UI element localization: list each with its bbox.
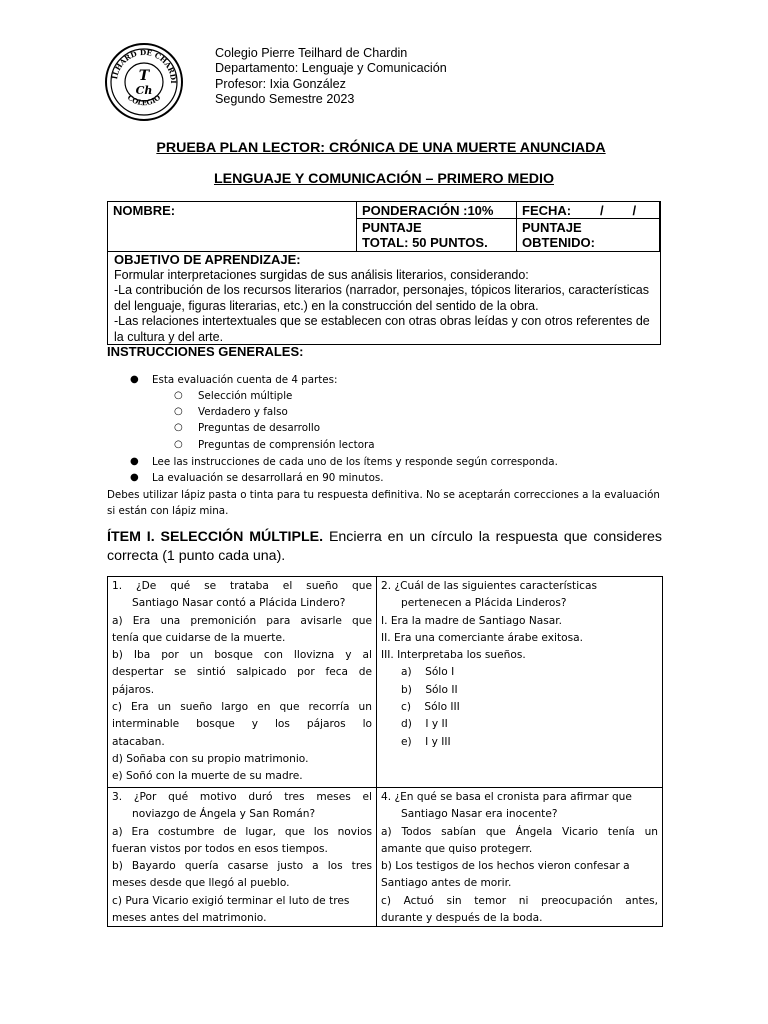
bullet-icon: ● [130,472,139,483]
q2-option-e[interactable]: e) I y III [401,735,451,748]
semester: Segundo Semestre 2023 [215,92,355,107]
question-1: 1. ¿De qué se trataba el sueño que Santiago Nasar contó a Plácida Lindero? a) Era una premonición para avisarle que tenía que cuidarse de la muerte. b) Iba por un bosque con llovizna y al despertar se sintió salpicado por feca de pájaros. c) Era un sueño largo en que recorría un interminable bosque y los pájaros lo atacaban. d) Soñaba con su propio matrimonio. e) Soñó con la muerte de su madre. [108,577,376,787]
instruction-subitem: Preguntas de desarrollo [198,422,321,434]
learning-objective: OBJETIVO DE APRENDIZAJE: Formular interpretaciones surgidas de sus análisis literarios, considerando: -La contribución de los recursos literarios (narrador, personajes, tópicos literarios, características del lenguaje, figuras literarias, etc.) en la construcción del sentido de la obra. -Las relaciones intertextuales que se establecen con otras obras leídas y con otros referentes de la cultura y del arte. [114,252,650,344]
pen-warning: Debes utilizar lápiz pasta o tinta para tu respuesta definitiva. No se aceptarán correcciones a la evaluación si están con lápiz mina. [107,489,660,517]
q4-option-b[interactable]: b) Los testigos de los hechos vieron confesar a [381,860,630,873]
instruction-subitem: Preguntas de comprensión lectora [198,439,375,451]
q1-option-a[interactable]: a) Era una premonición para avisarle que [112,614,372,627]
bullet-icon: ● [130,456,139,467]
question-4: 4. ¿En qué se basa el cronista para afirmar que Santiago Nasar era inocente? a) Todos sabían que Ángela Vicario tenía un amante que quiso protegerr. b) Los testigos de los hechos vieron confesar a Santiago antes de morir. c) Actuó sin temor ni preocupación antes, durante y después de la boda. [381,791,658,925]
teacher: Profesor: Ixia González [215,76,346,91]
student-info-table [107,201,661,345]
q1-option-c[interactable]: c) Era un sueño largo en que recorría un [112,701,372,714]
name-field[interactable]: NOMBRE: [108,202,357,252]
instruction-subitem: Verdadero y falso [198,406,288,418]
school-header [215,46,447,108]
circle-bullet-icon: ○ [174,390,183,401]
svg-text:COLEGIO: COLEGIO [125,92,163,108]
q3-option-a[interactable]: a) Era costumbre de lugar, que los novios [112,825,372,838]
instructions-title: INSTRUCCIONES GENERALES: [107,344,304,359]
school-seal-logo [104,42,184,122]
total-score-cell: PUNTAJE TOTAL: 50 PUNTOS. [357,219,517,252]
instruction-item: Esta evaluación cuenta de 4 partes: [152,374,338,386]
question-3: 3. ¿Por qué motivo duró tres meses el noviazgo de Ángela y San Román? a) Era costumbre de lugar, que los novios fueran vistos por todos en esos tiempos. b) Bayardo quería casarse justo a los tres meses desde que llegó al pueblo. c) Pura Vicario exigió terminar el luto de tres meses antes del matrimonio. [112,791,372,925]
date-field[interactable]: FECHA: / / [517,202,660,219]
instruction-item: La evaluación se desarrollará en 90 minutos. [152,472,384,484]
q1-option-d[interactable]: d) Soñaba con su propio matrimonio. [112,752,309,765]
test-subtitle: LENGUAJE Y COMUNICACIÓN – PRIMERO MEDIO [213,171,554,187]
item-1-heading: ÍTEM I. SELECCIÓN MÚLTIPLE. Encierra en un círculo la respuesta que consideres correcta (1 punto cada una). [107,529,663,564]
q4-option-c[interactable]: c) Actuó sin temor ni preocupación antes, [381,894,658,907]
q3-option-b[interactable]: b) Bayardo quería casarse justo a los tres [112,860,372,873]
obtained-score-field[interactable]: PUNTAJE OBTENIDO: [517,219,660,252]
circle-bullet-icon: ○ [174,406,183,417]
q2-option-a[interactable]: a) Sólo I [401,666,455,679]
q3-option-c[interactable]: c) Pura Vicario exigió terminar el luto de tres [112,894,350,907]
q2-option-c[interactable]: c) Sólo III [401,701,460,714]
multiple-choice-grid [107,576,663,927]
test-title: PRUEBA PLAN LECTOR: CRÓNICA DE UNA MUERTE ANUNCIADA [156,140,606,156]
question-2: 2. ¿Cuál de las siguientes características pertenecen a Plácida Linderos? I. Era la madre de Santiago Nasar. II. Era una comerciante árabe exitosa. III. Interpretaba los sueños. a) Sólo I b) Sólo II c) Sólo III d) I y II e) I y III [377,577,662,787]
svg-text:Ch: Ch [135,84,153,97]
q1-option-e[interactable]: e) Soñó con la muerte de su madre. [112,770,303,783]
circle-bullet-icon: ○ [174,439,183,450]
svg-text:T: T [138,68,150,84]
circle-bullet-icon: ○ [174,422,183,433]
weighting-cell: PONDERACIÓN :10% [357,202,517,219]
q2-option-b[interactable]: b) Sólo II [401,683,458,696]
instruction-subitem: Selección múltiple [198,390,293,402]
instruction-item: Lee las instrucciones de cada uno de los ítems y responde según corresponda. [152,456,558,468]
school-name: Colegio Pierre Teilhard de Chardin [215,46,408,60]
department: Departamento: Lenguaje y Comunicación [215,61,447,76]
bullet-icon: ● [130,374,139,385]
q1-option-b[interactable]: b) Iba por un bosque con llovizna y al [112,649,372,662]
q4-option-a[interactable]: a) Todos sabían que Ángela Vicario tenía un [381,825,658,838]
svg-text:TEILHARD DE CHARDIN: ILHARD DE CHARDI [110,47,179,84]
q2-option-d[interactable]: d) I y II [401,718,448,731]
